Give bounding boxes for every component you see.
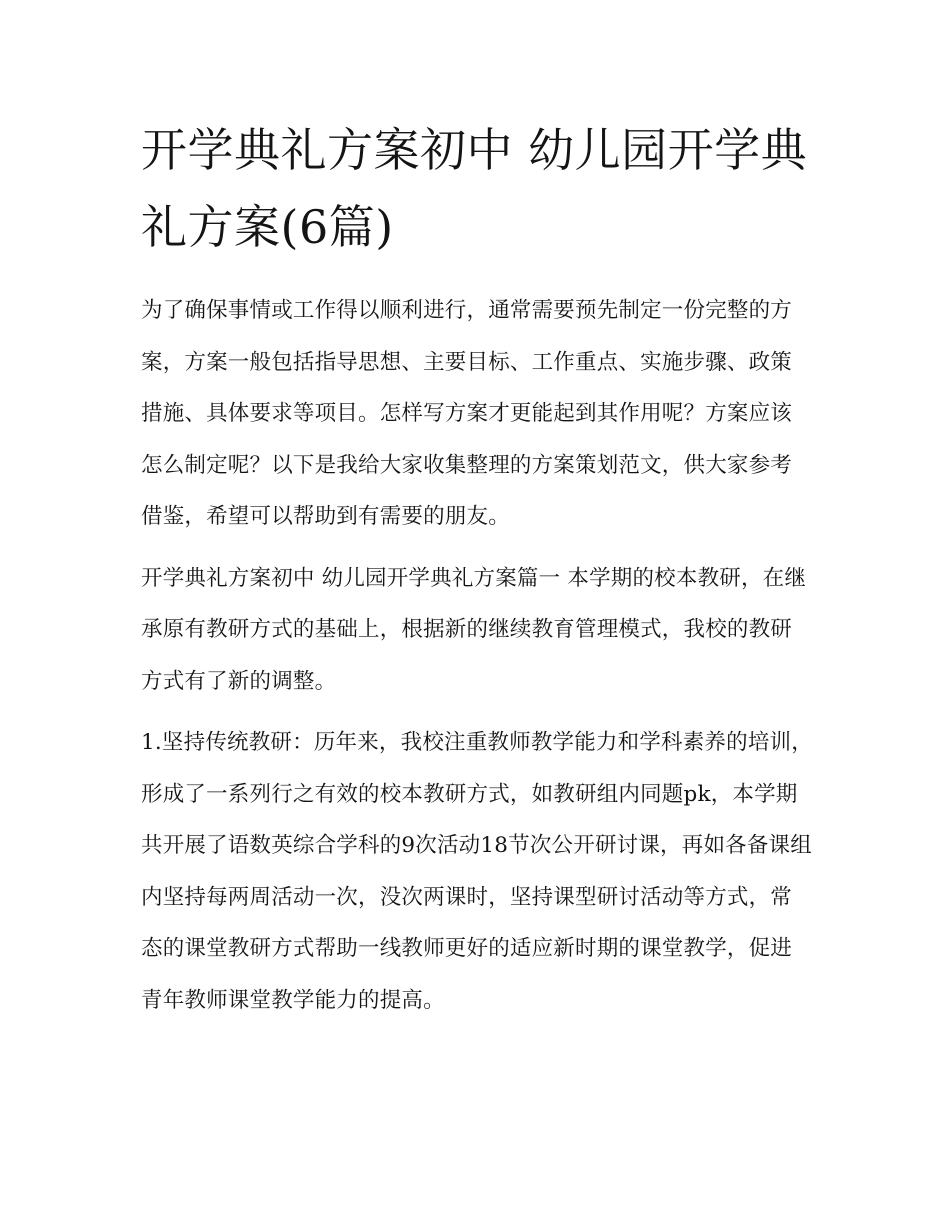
traditional-research-paragraph: 1.坚持传统教研：历年来，我校注重教师教学能力和学科素养的培训，形成了一系列行之有效的校本教研方式，如教研组内同题pk，本学期共开展了语数英综合学科的9次活动18节次公开研讨课，再如各备课组内坚持每两周活动一次，没次两课时，坚持课型研讨活动等方式，常态的课堂教研方式帮助一线教师更好的适应新时期的课堂教学，促进青年教师课堂教学能力的提高。 (141, 730, 813, 1013)
document-title: 开学典礼方案初中 幼儿园开学典礼方案(6篇) (141, 123, 808, 254)
section-one-paragraph: 开学典礼方案初中 幼儿园开学典礼方案篇一 本学期的校本教研，在继承原有教研方式的基础上，根据新的继续教育管理模式，我校的教研方式有了新的调整。 (141, 565, 807, 694)
intro-paragraph: 为了确保事情或工作得以顺利进行，通常需要预先制定一份完整的方案，方案一般包括指导思想、主要目标、工作重点、实施步骤、政策措施、具体要求等项目。怎样写方案才更能起到其作用呢？方案应该怎么制定呢？以下是我给大家收集整理的方案策划范文，供大家参考借鉴，希望可以帮助到有需要的朋友。 (141, 298, 793, 529)
document-body (141, 112, 813, 1026)
